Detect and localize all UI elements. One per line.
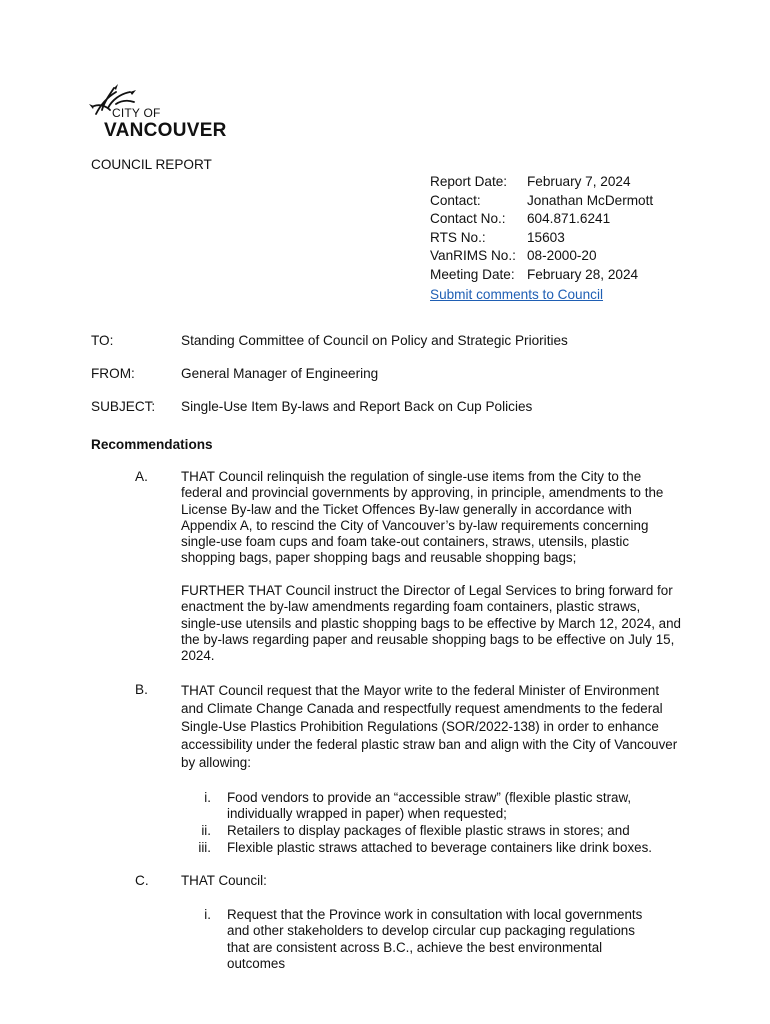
rec-c-paragraph-1: THAT Council: [181,873,267,888]
to-value: Standing Committee of Council on Policy and Strategic Priorities [181,333,568,348]
logo-line2: VANCOUVER [104,120,227,141]
subject-value: Single-Use Item By-laws and Report Back on Cup Policies [181,399,533,414]
meta-key: Contact: [430,192,481,208]
item-number: iii. [198,840,211,855]
meta-key: Meeting Date: [430,266,515,282]
meta-row-report-date [430,174,631,193]
report-type: COUNCIL REPORT [91,157,212,172]
rec-a-paragraph-1: THAT Council relinquish the regulation of single-use items from the City to the federal and provincial governments by approving, in principle, amendments to the License By-law and the Ticket Offences By-law generally in accordance with Appendix A, to rescind the City of Vancouver’s by-law requirements concerning single-use foam cups and foam take-out containers, straws, utensils, plastic shopping bags, paper shopping bags and reusable shopping bags; [181,469,664,566]
meta-value: February 7, 2024 [527,174,631,189]
subject-label: SUBJECT: [91,399,156,414]
meta-row-contact [430,192,654,212]
item-number: ii. [201,823,211,838]
submit-comments-link[interactable]: Submit comments to Council [430,287,604,302]
rec-a-paragraph-2: FURTHER THAT Council instruct the Director of Legal Services to bring forward for enactment the by-law amendments regarding foam containers, plastic straws, single-use utensils and plastic shopping bags to be effective by March 12, 2024, and the by-laws regarding paper and reusable shopping bags to be effective on July 15, 2024. [181,583,681,664]
meta-key: Contact No.: [430,211,506,226]
meta-key: VanRIMS No.: [430,248,516,263]
meta-key: RTS No.: [430,229,486,245]
meta-key: Report Date: [430,174,508,189]
recommendations-heading: Recommendations [91,437,213,452]
meta-value: 15603 [527,229,565,245]
item-text: Flexible plastic straws attached to beverage containers like drink boxes. [227,840,652,855]
meta-value: 604.871.6241 [527,211,611,226]
rec-b-letter: B. [135,682,148,697]
to-label: TO: [91,333,114,348]
logo-line1: CITY OF [112,106,161,120]
meta-value: 08-2000-20 [527,248,597,263]
item-text: Request that the Province work in consultation with local governments and other stakeholders to develop circular cup packaging regulations that are consistent across B.C., achieve the best environmental outcomes [227,907,643,971]
rec-b-paragraph-1: THAT Council request that the Mayor write to the federal Minister of Environment and Climate Change Canada and respectfully request amendments to the federal Single-Use Plastics Prohibition Regulations (SOR/2022-138) in order to enhance accessibility under the federal plastic straw ban and align with the City of Vancouver by allowing: [181,683,678,770]
city-logo [86,84,246,144]
meta-row-meeting-date [430,266,639,286]
item-text: Retailers to display packages of flexible plastic straws in stores; and [227,823,630,838]
item-number: i. [204,790,211,805]
report-meta [430,174,654,302]
meta-row-contact-no [430,211,611,230]
rec-a-letter: A. [135,469,148,484]
meta-value: Jonathan McDermott [527,192,654,208]
from-label: FROM: [91,366,135,381]
rec-c-letter: C. [135,873,149,888]
meta-row-vanrims-no [430,248,603,267]
item-number: i. [204,907,211,922]
item-text: Food vendors to provide an “accessible straw” (flexible plastic straw, individually wrapped in paper) when requested; [227,790,632,822]
meta-row-rts-no [430,230,603,249]
meta-value: February 28, 2024 [527,266,639,282]
from-value: General Manager of Engineering [181,366,379,381]
